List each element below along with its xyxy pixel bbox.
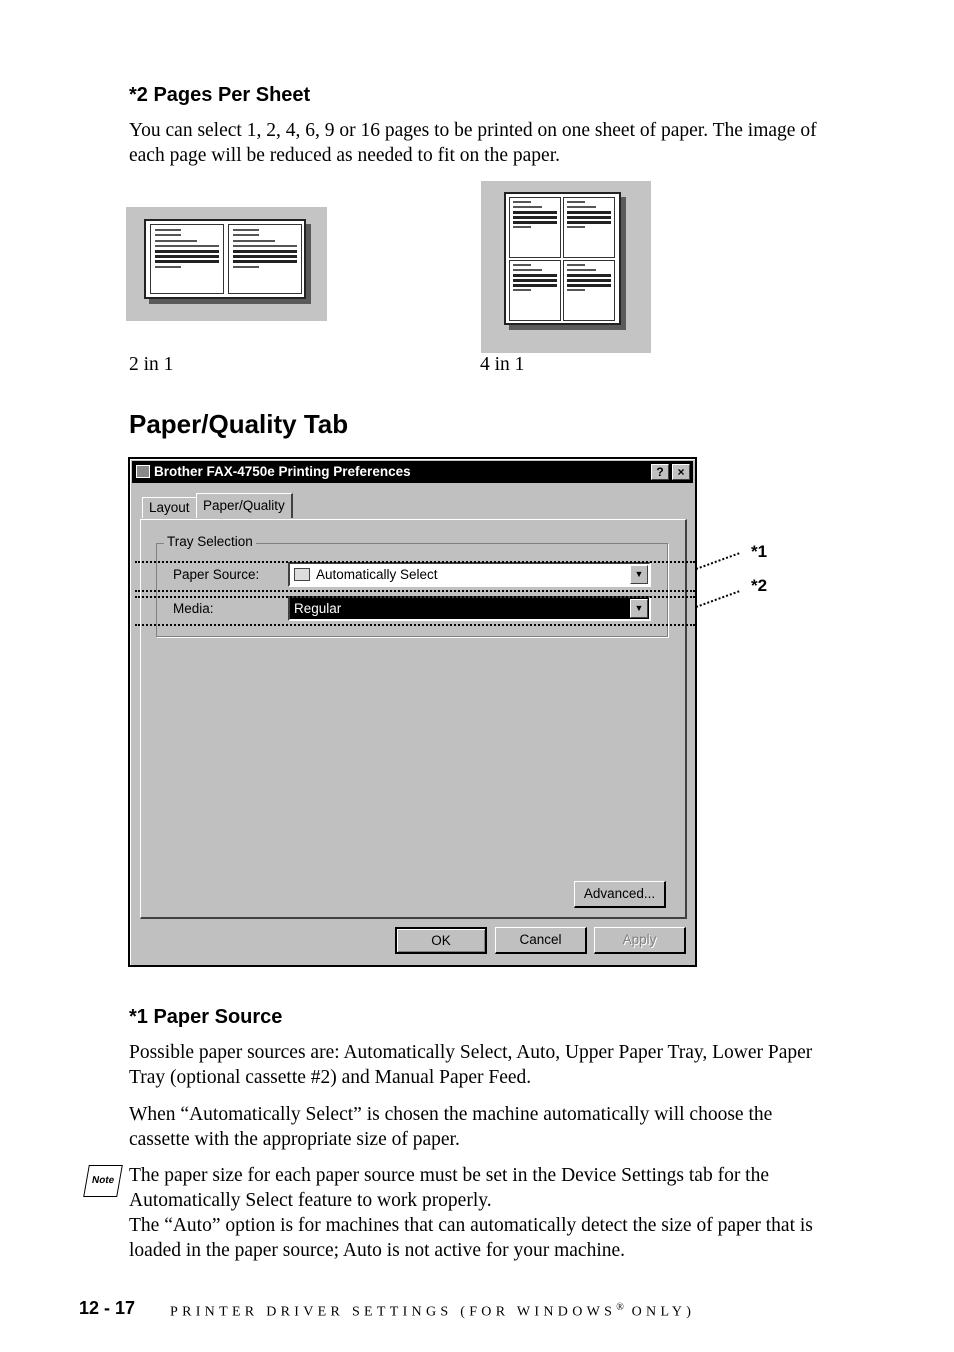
four-in-one-caption: 4 in 1 [480,354,525,375]
note-icon: Note [83,1165,123,1197]
callout-outline [135,624,695,626]
tab-paper-quality[interactable]: Paper/Quality [196,493,293,518]
mini-page [563,260,615,321]
media-value: Regular [294,601,342,616]
callout-outline [135,596,695,598]
printer-icon [136,465,150,478]
mini-page [563,197,615,258]
printing-preferences-dialog [128,457,697,967]
note-line2: The “Auto” option is for machines that can automatically detect the size of paper that is loaded in the paper source; Auto is not active for your machine. [129,1215,813,1261]
chevron-down-icon[interactable]: ▼ [630,565,648,584]
callout-leader [696,552,740,570]
printer-tray-icon [294,568,310,581]
mini-page [228,224,302,294]
paper-source-value: Automatically Select [316,567,438,582]
registered-mark: ® [616,1302,624,1313]
footer-text: PRINTER DRIVER SETTINGS (FOR WINDOWS [170,1304,617,1320]
callout-leader [696,590,740,608]
mini-page [509,197,561,258]
callout-outline [135,590,695,592]
pages-per-sheet-heading: *2 Pages Per Sheet [129,84,311,106]
paper-quality-heading: Paper/Quality Tab [129,409,349,439]
advanced-button[interactable]: Advanced... [574,881,666,908]
page-number: 12 - 17 [79,1298,136,1318]
close-button[interactable]: × [672,464,690,480]
tray-selection-label: Tray Selection [164,534,256,549]
help-button[interactable]: ? [651,464,669,480]
mini-page [150,224,224,294]
dialog-titlebar [132,461,693,483]
media-select[interactable] [288,596,651,621]
chevron-down-icon[interactable]: ▼ [630,599,648,618]
dialog-title: Brother FAX-4750e Printing Preferences [154,464,411,479]
four-in-one-sheet [504,192,621,325]
two-in-one-caption: 2 in 1 [129,354,174,375]
paper-source-para1: Possible paper sources are: Automatically Select, Auto, Upper Paper Tray, Lower Paper Tray (optional cassette #2) and Manual Paper Feed. [129,1042,813,1088]
callout-outline [135,561,695,563]
cancel-button[interactable]: Cancel [495,927,587,954]
paper-source-para2: When “Automatically Select” is chosen the machine automatically will choose the cassette with the appropriate size of paper. [129,1104,773,1150]
callout-1: *1 [751,542,768,561]
four-in-one-thumbnail [481,181,651,353]
two-in-one-sheet [144,219,306,299]
note-line1: The paper size for each paper source must be set in the Device Settings tab for the Automatically Select feature to work properly. [129,1165,770,1211]
tab-layout[interactable]: Layout [142,497,198,518]
paper-source-select[interactable] [288,562,651,587]
pages-per-sheet-body: You can select 1, 2, 4, 6, 9 or 16 pages to be printed on one sheet of paper. The image of each page will be reduced as needed to fit on the paper. [129,120,817,166]
paper-source-heading: *1 Paper Source [129,1006,283,1028]
mini-page [509,260,561,321]
running-footer [170,1302,695,1321]
footer-text-end: ONLY) [623,1304,696,1320]
media-label: Media: [173,601,214,616]
apply-button[interactable]: Apply [594,927,686,954]
paper-source-label: Paper Source: [173,567,260,582]
ok-button[interactable]: OK [395,927,487,954]
callout-2: *2 [751,576,768,595]
two-in-one-thumbnail [126,207,327,321]
